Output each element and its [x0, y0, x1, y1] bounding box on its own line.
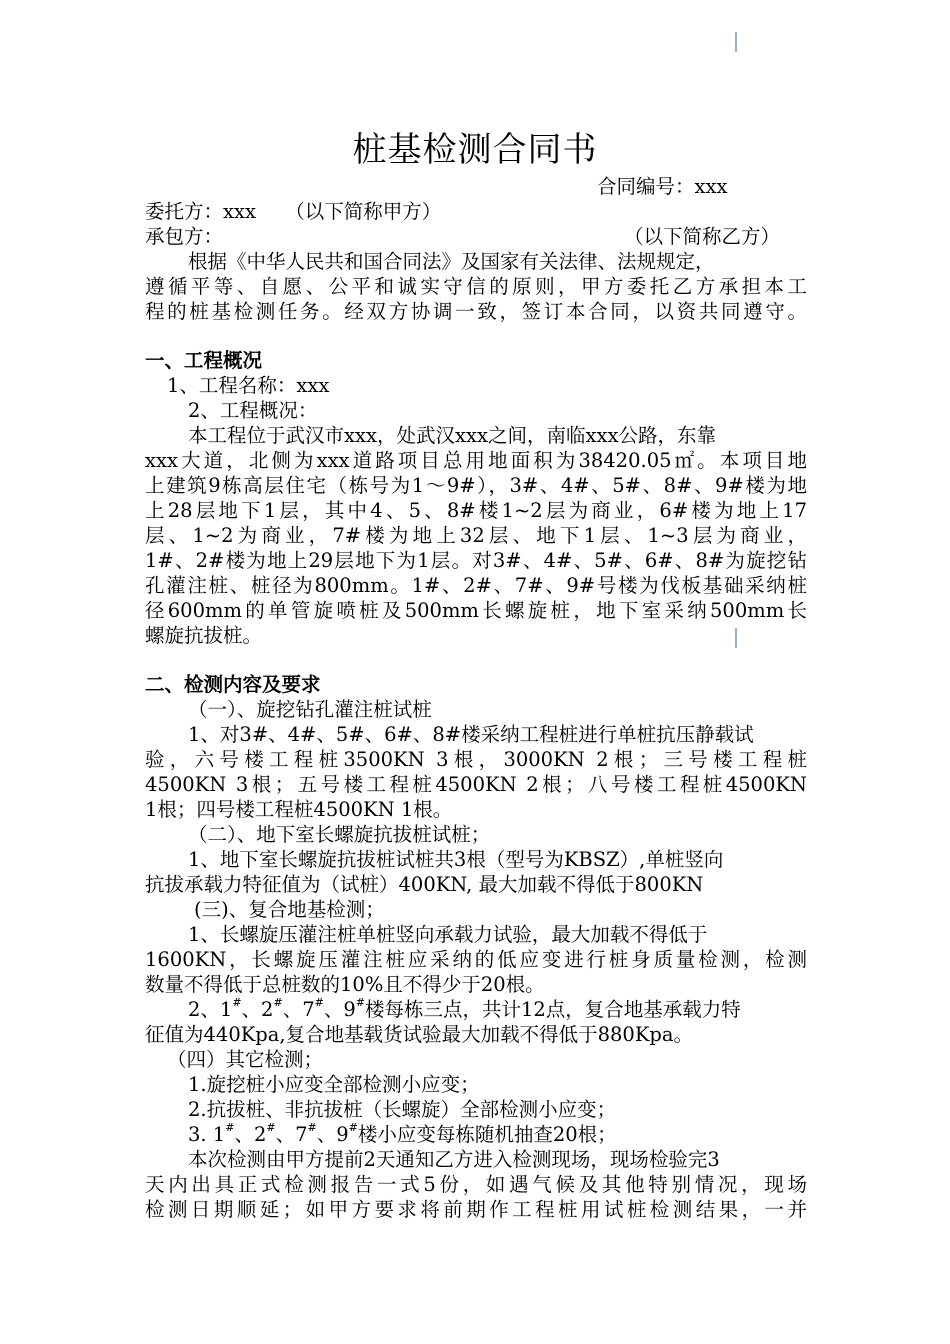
page-edge-marker — [735, 628, 737, 648]
subsection-heading: （二）、地下室长螺旋抗拔桩试桩； — [188, 823, 491, 846]
intro-line: 遵循平等、自愿、公平和诚实守信的原则，甲方委托乙方承担本工 — [145, 275, 807, 298]
body-line: 1、地下室长螺旋抗拔桩试桩共3根（型号为KBSZ）,单桩竖向 — [188, 848, 724, 871]
body-line: 2、1#、2#、7#、9#楼每栋三点，共计12点，复合地基承载力特 — [188, 996, 741, 1021]
overview-line: 上建筑9栋高层住宅（栋号为1～9#），3#、4#、5#、8#、9#楼为地 — [145, 474, 807, 497]
body-line: 检测日期顺延；如甲方要求将前期作工程桩用试桩检测结果，一并 — [145, 1198, 807, 1221]
body-line: 4500KN 3根；五号楼工程桩4500KN 2根；八号楼工程桩4500KN — [145, 773, 807, 796]
body-line: 1、对3#、4#、5#、6#、8#楼采纳工程桩进行单桩抗压静载试 — [188, 723, 754, 746]
contractor-label: 承包方： — [145, 225, 224, 248]
overview-line: 孔灌注桩、桩径为800mm。1#、2#、7#、9#号楼为伐板基础采纳桩 — [145, 574, 807, 597]
section-heading: 一、工程概况 — [145, 349, 263, 372]
subsection-heading: (三)、复合地基检测； — [194, 898, 385, 921]
body-line: 天内出具正式检测报告一式5份，如遇气候及其他特别情况，现场 — [145, 1173, 807, 1196]
intro-line: 根据《中华人民共和国合同法》及国家有关法律、法规规定， — [188, 250, 715, 273]
overview-line: 层、1~2为商业，7#楼为地上32层、地下1层、1~3层为商业， — [145, 524, 807, 547]
body-line: 1.旋挖桩小应变全部检测小应变； — [188, 1073, 480, 1096]
body-line: 1、长螺旋压灌注桩单桩竖向承载力试验，最大加载不得低于 — [188, 923, 708, 946]
body-line: 3. 1#、2#、7#、9#楼小应变每栋随机抽查20根； — [188, 1121, 617, 1146]
overview-line: 螺旋抗拔桩。 — [145, 624, 263, 647]
intro-line: 程的桩基检测任务。经双方协调一致，签订本合同，以资共同遵守。 — [145, 300, 807, 323]
body-line: 1600KN，长螺旋压灌注桩应采纳的低应变进行桩身质量检测，检测 — [145, 948, 807, 971]
body-line: 征值为440Kpa,复合地基载货试验最大加载不得低于880Kpa。 — [145, 1023, 693, 1046]
overview-line: 本工程位于武汉市xxx，处武汉xxx之间，南临xxx公路，东靠 — [188, 424, 716, 447]
body-line: 验，六号楼工程桩3500KN 3根，3000KN 2根；三号楼工程桩 — [145, 748, 807, 771]
client-party: 委托方：xxx （以下简称甲方） — [145, 200, 442, 223]
overview-line: 径600mm的单管旋喷桩及500mm长螺旋桩，地下室采纳500mm长 — [145, 599, 807, 622]
body-line: 数量不得低于总桩数的10%且不得少于20根。 — [145, 973, 545, 996]
body-line: 本次检测由甲方提前2天通知乙方进入检测现场，现场检验完3 — [188, 1148, 720, 1171]
project-overview-label: 2、工程概况： — [188, 399, 318, 422]
subsection-heading: （一）、旋挖钻孔灌注桩试桩 — [188, 698, 432, 721]
overview-line: 1#、2#楼为地上29层地下为1层。对3#、4#、5#、6#、8#为旋挖钻 — [145, 549, 807, 572]
overview-line: xxx大道，北侧为xxx道路项目总用地面积为38420.05㎡。本项目地 — [145, 449, 807, 472]
contractor-alias: （以下简称乙方） — [624, 225, 781, 248]
body-line: 1根；四号楼工程桩4500KN 1根。 — [145, 798, 453, 821]
body-line: 2.抗拔桩、非抗拔桩（长螺旋）全部检测小应变； — [188, 1098, 617, 1121]
document-title: 桩基检测合同书 — [352, 130, 598, 170]
subsection-heading: （四）其它检测； — [167, 1048, 324, 1071]
overview-line: 上28层地下1层，其中4、5、8#楼1~2层为商业，6#楼为地上17 — [145, 499, 807, 522]
project-name: 1、工程名称：xxx — [167, 374, 330, 397]
page-edge-marker — [735, 32, 737, 52]
section-heading: 二、检测内容及要求 — [145, 673, 321, 696]
contract-number: 合同编号：xxx — [597, 175, 728, 198]
body-line: 抗拔承载力特征值为（试桩）400KN, 最大加载不得低于800KN — [145, 873, 704, 896]
